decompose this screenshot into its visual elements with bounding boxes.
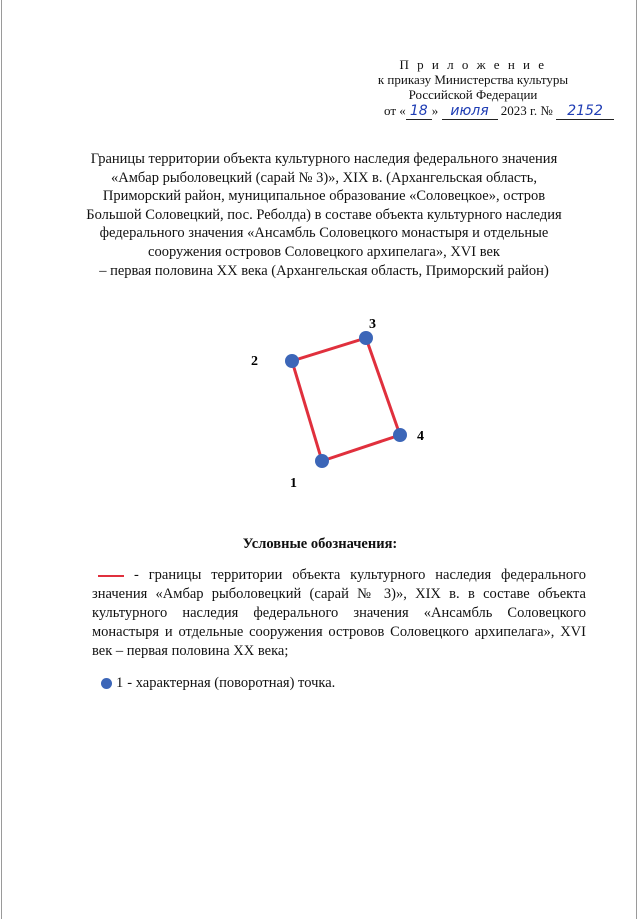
boundary-point-3 — [359, 331, 373, 345]
legend-point-swatch — [101, 678, 112, 689]
point-label-3: 3 — [369, 317, 376, 332]
title-line: «Амбар рыболовецкий (сарай № 3)», XIX в. (Архангельская область, — [111, 169, 537, 186]
legend-point-number: 1 — [116, 675, 124, 691]
order-day: 18 — [406, 104, 432, 120]
scan-edge-right — [636, 0, 637, 919]
legend-point-item — [101, 675, 335, 692]
order-mid-1: » — [431, 103, 442, 118]
point-label-2: 2 — [251, 354, 258, 369]
title-line: – первая половина XX века (Архангельская область, Приморский район) — [99, 262, 549, 279]
legend-point-text: - характерная (поворотная) точка. — [127, 675, 336, 691]
order-date-line — [384, 103, 614, 120]
legend-boundary-text: - границы территории объекта культурного наследия федерального значения «Амбар рыболовецкий (сарай № 3)», XIX в. в составе объекта культурного наследия федерального значения «Ансамбль Соловецкого монастыря и отдельные сооружения островов Соловецкого архипелага», XVI век – первая половина XX века; — [92, 567, 586, 659]
title-line: Большой Соловецкий, пос. Реболда) в составе объекта культурного наследия — [86, 206, 562, 223]
point-label-1: 1 — [290, 476, 297, 491]
order-prefix: от « — [384, 103, 406, 118]
title-line: Границы территории объекта культурного наследия федерального значения — [90, 151, 558, 167]
boundary-scheme — [230, 300, 450, 500]
scan-edge-left — [1, 0, 2, 919]
legend-title: Условные обозначения: — [242, 536, 398, 552]
order-line-2: Российской Федерации — [408, 87, 538, 102]
title-line: Приморский район, муниципальное образование «Соловецкое», остров — [102, 188, 546, 205]
boundary-point-4 — [393, 428, 407, 442]
appendix-header — [360, 57, 586, 102]
title-line: сооружения островов Соловецкого архипелага», XVI век — [148, 243, 500, 260]
order-line-1: к приказу Министерства культуры — [377, 72, 569, 87]
appendix-label: П р и л о ж е н и е — [399, 57, 547, 72]
territory-boundary-line — [292, 338, 400, 461]
order-number: 2152 — [556, 104, 614, 120]
boundary-point-2 — [285, 354, 299, 368]
order-mid-2: 2023 г. № — [497, 103, 557, 118]
title-line: федерального значения «Ансамбль Соловецкого монастыря и отдельные — [99, 225, 549, 242]
document-title — [64, 150, 584, 280]
boundary-point-1 — [315, 454, 329, 468]
order-month: июля — [442, 104, 498, 120]
point-label-4: 4 — [417, 429, 424, 444]
